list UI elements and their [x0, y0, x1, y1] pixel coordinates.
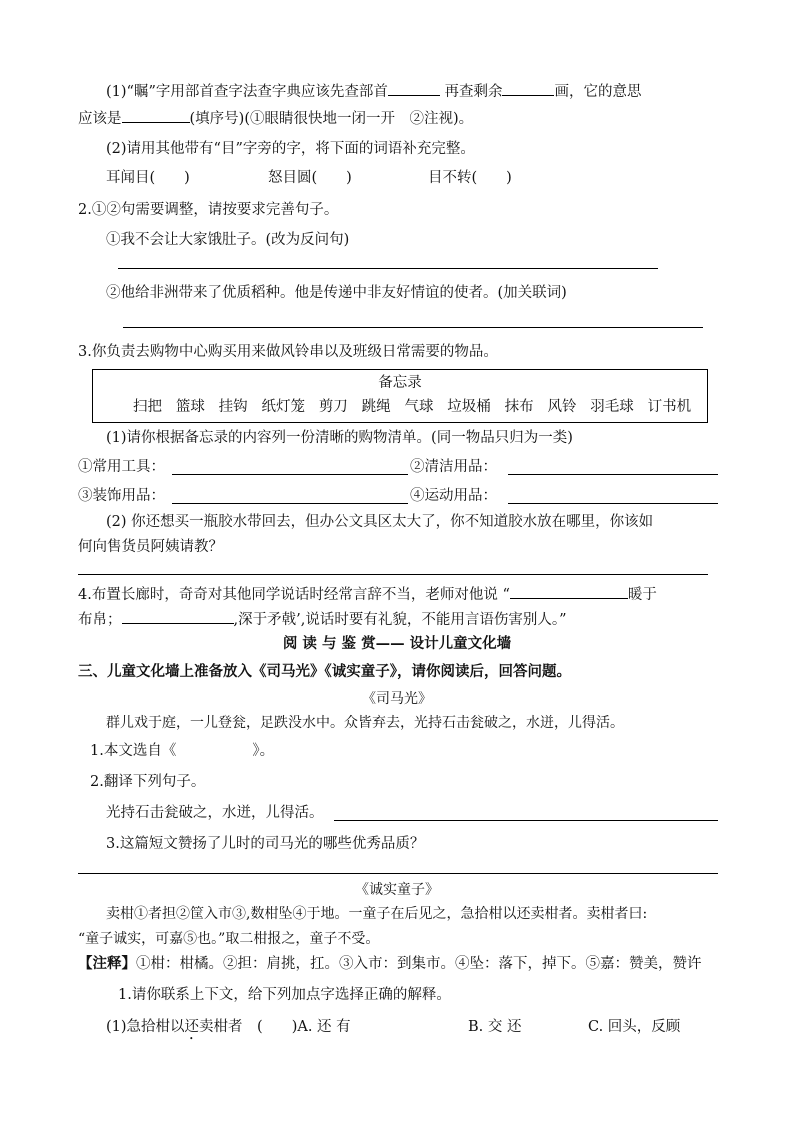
memo-items: [133, 397, 691, 417]
memo-item: 跳绳: [361, 399, 391, 415]
section-q3-title: 三、儿童文化墙上准备放入《司马光》《诚实童子》，请你阅读后，回答问题。: [78, 663, 571, 680]
section-heading: 阅 读 与 鉴 赏—— 设计儿童文化墙: [282, 635, 512, 652]
simaguang-q2-sentence: 光持石击瓮破之，水迸，儿得活。: [106, 805, 324, 821]
q3-title: 3.你负责去购物中心购买用来做风铃串以及班级日常需要的物品。: [78, 344, 498, 360]
blank-strokes[interactable]: [502, 81, 554, 96]
q1-part2: (2)请用其他带有“目”字旁的字，将下面的词语补充完整。: [106, 141, 475, 157]
q1-line1: [106, 81, 641, 102]
simaguang-title: 《司马光》: [362, 691, 432, 707]
blank-meaning[interactable]: [122, 108, 190, 123]
option-c[interactable]: C. 回头，反顾: [588, 1019, 681, 1035]
q1-word1: 耳闻目( ): [106, 170, 190, 186]
memo-item: 篮球: [175, 399, 205, 415]
simaguang-q3-line[interactable]: [78, 873, 718, 874]
option-b[interactable]: B. 交 还: [468, 1019, 522, 1035]
category-cleaning-label: ②清洁用品：: [410, 459, 497, 475]
chengshi-text-1: 卖柑①者担②筐入市③,数柑坠④于地。一童子在后见之，急拾柑以还卖柑者。卖柑者曰:: [106, 906, 648, 922]
chengshi-q1: 1.请你联系上下文，给下列加点字选择正确的解释。: [118, 987, 451, 1003]
memo-box: [92, 369, 708, 423]
simaguang-q2: 2.翻译下列句子。: [90, 774, 206, 790]
category-tools-label: ①常用工具：: [78, 459, 165, 475]
simaguang-text: 群儿戏于庭，一儿登瓮，足跌没水中。众皆弃去，光持石击瓮破之，水迸，儿得活。: [106, 715, 624, 731]
q2-answer-line-2[interactable]: [123, 327, 703, 328]
q3-answer-line[interactable]: [78, 574, 708, 575]
q1-text-a: (1)“瞩”字用部首查字法查字典应该先查部首: [106, 84, 388, 100]
q2-s1: ①我不会让大家饿肚子。(改为反问句): [106, 232, 350, 248]
q3-part1: (1)请你根据备忘录的内容列一份清晰的购物清单。(同一物品只归为一类): [106, 430, 573, 446]
chengshi-text-2: “童子诚实，可嘉⑤也。”取二柑报之，童子不受。: [78, 931, 380, 947]
memo-title: 备忘录: [378, 375, 422, 391]
category-cleaning-line[interactable]: [508, 474, 718, 475]
memo-item: 订书机: [647, 399, 692, 415]
memo-item: 羽毛球: [590, 399, 634, 415]
q4-text-d: ,深于矛戟’,说话时要有礼貌，不能用言语伤害别人。”: [233, 612, 567, 628]
note-label: 【注释】: [78, 955, 136, 972]
q4-text-c: 布帛；: [78, 612, 122, 628]
q3-part2a: (2) 你还想买一瓶胶水带回去，但办公文具区太大了，你不知道胶水放在哪里，你该如: [106, 514, 654, 530]
memo-item: 纸灯笼: [261, 399, 305, 415]
memo-item: 剪刀: [318, 399, 348, 415]
simaguang-q1-a: 1.本文选自《: [90, 743, 177, 759]
category-sports-label: ④运动用品：: [410, 488, 497, 504]
q4-blank-2[interactable]: [122, 609, 234, 624]
q1-word3: 目不转( ): [428, 170, 512, 186]
q1-line2: [78, 108, 473, 129]
memo-item: 抹布: [504, 399, 534, 415]
q4-text-a: 4.布置长廊时，奇奇对其他同学说话时经常言辞不当，老师对他说 “: [78, 587, 510, 603]
memo-item: 气球: [404, 399, 434, 415]
chengshi-q1-item: [106, 1017, 351, 1043]
chengshi-title: 《诚实童子》: [355, 882, 439, 898]
simaguang-q3: 3.这篇短文赞扬了儿时的司马光的哪些优秀品质？: [106, 836, 425, 852]
q1-item-text-a: (1)急拾柑以: [106, 1019, 185, 1035]
memo-item: 扫把: [133, 399, 162, 415]
simaguang-q2-line[interactable]: [334, 820, 718, 821]
memo-item: 挂钩: [218, 399, 248, 415]
category-tools-line[interactable]: [172, 474, 408, 475]
q1-text-b: 再查剩余: [444, 84, 503, 100]
simaguang-q1: [90, 741, 274, 761]
q4-line2: [78, 609, 567, 630]
memo-item: 风铃: [547, 399, 577, 415]
q4-text-b: 暖于: [627, 587, 657, 603]
q1-text-c: 画，它的意思: [554, 84, 642, 100]
q4-blank-1[interactable]: [510, 584, 628, 599]
q2-title: 2.①②句需要调整，请按要求完善句子。: [78, 202, 339, 218]
q1-item-text-b[interactable]: 卖柑者 ( )A. 还 有: [199, 1019, 351, 1035]
q4-line1: [78, 584, 657, 605]
q1-word2: 怒目圆( ): [268, 170, 352, 186]
q2-s2: ②他给非洲带来了优质稻种。他是传递中非友好情谊的使者。(加关联词): [106, 285, 567, 301]
q1-text-d: 应该是: [78, 111, 122, 127]
category-decor-line[interactable]: [172, 503, 408, 504]
note-text: ①柑：柑橘。②担：肩挑，扛。③入市：到集市。④坠：落下，掉下。⑤嘉：赞美，赞许: [136, 956, 702, 972]
q3-part2b: 何向售货员阿姨请教？: [78, 539, 223, 555]
simaguang-q1-b: 》。: [252, 743, 275, 759]
q1-text-e: (填序号)(①眼睛很快地一闭一开 ②注视)。: [189, 111, 474, 127]
category-decor-label: ③装饰用品：: [78, 488, 165, 504]
dotted-char: 还: [184, 1019, 200, 1035]
memo-item: 垃圾桶: [447, 399, 491, 415]
q2-answer-line-1[interactable]: [118, 268, 658, 269]
chengshi-note: [78, 954, 702, 974]
category-sports-line[interactable]: [508, 503, 718, 504]
blank-radical[interactable]: [388, 81, 440, 96]
